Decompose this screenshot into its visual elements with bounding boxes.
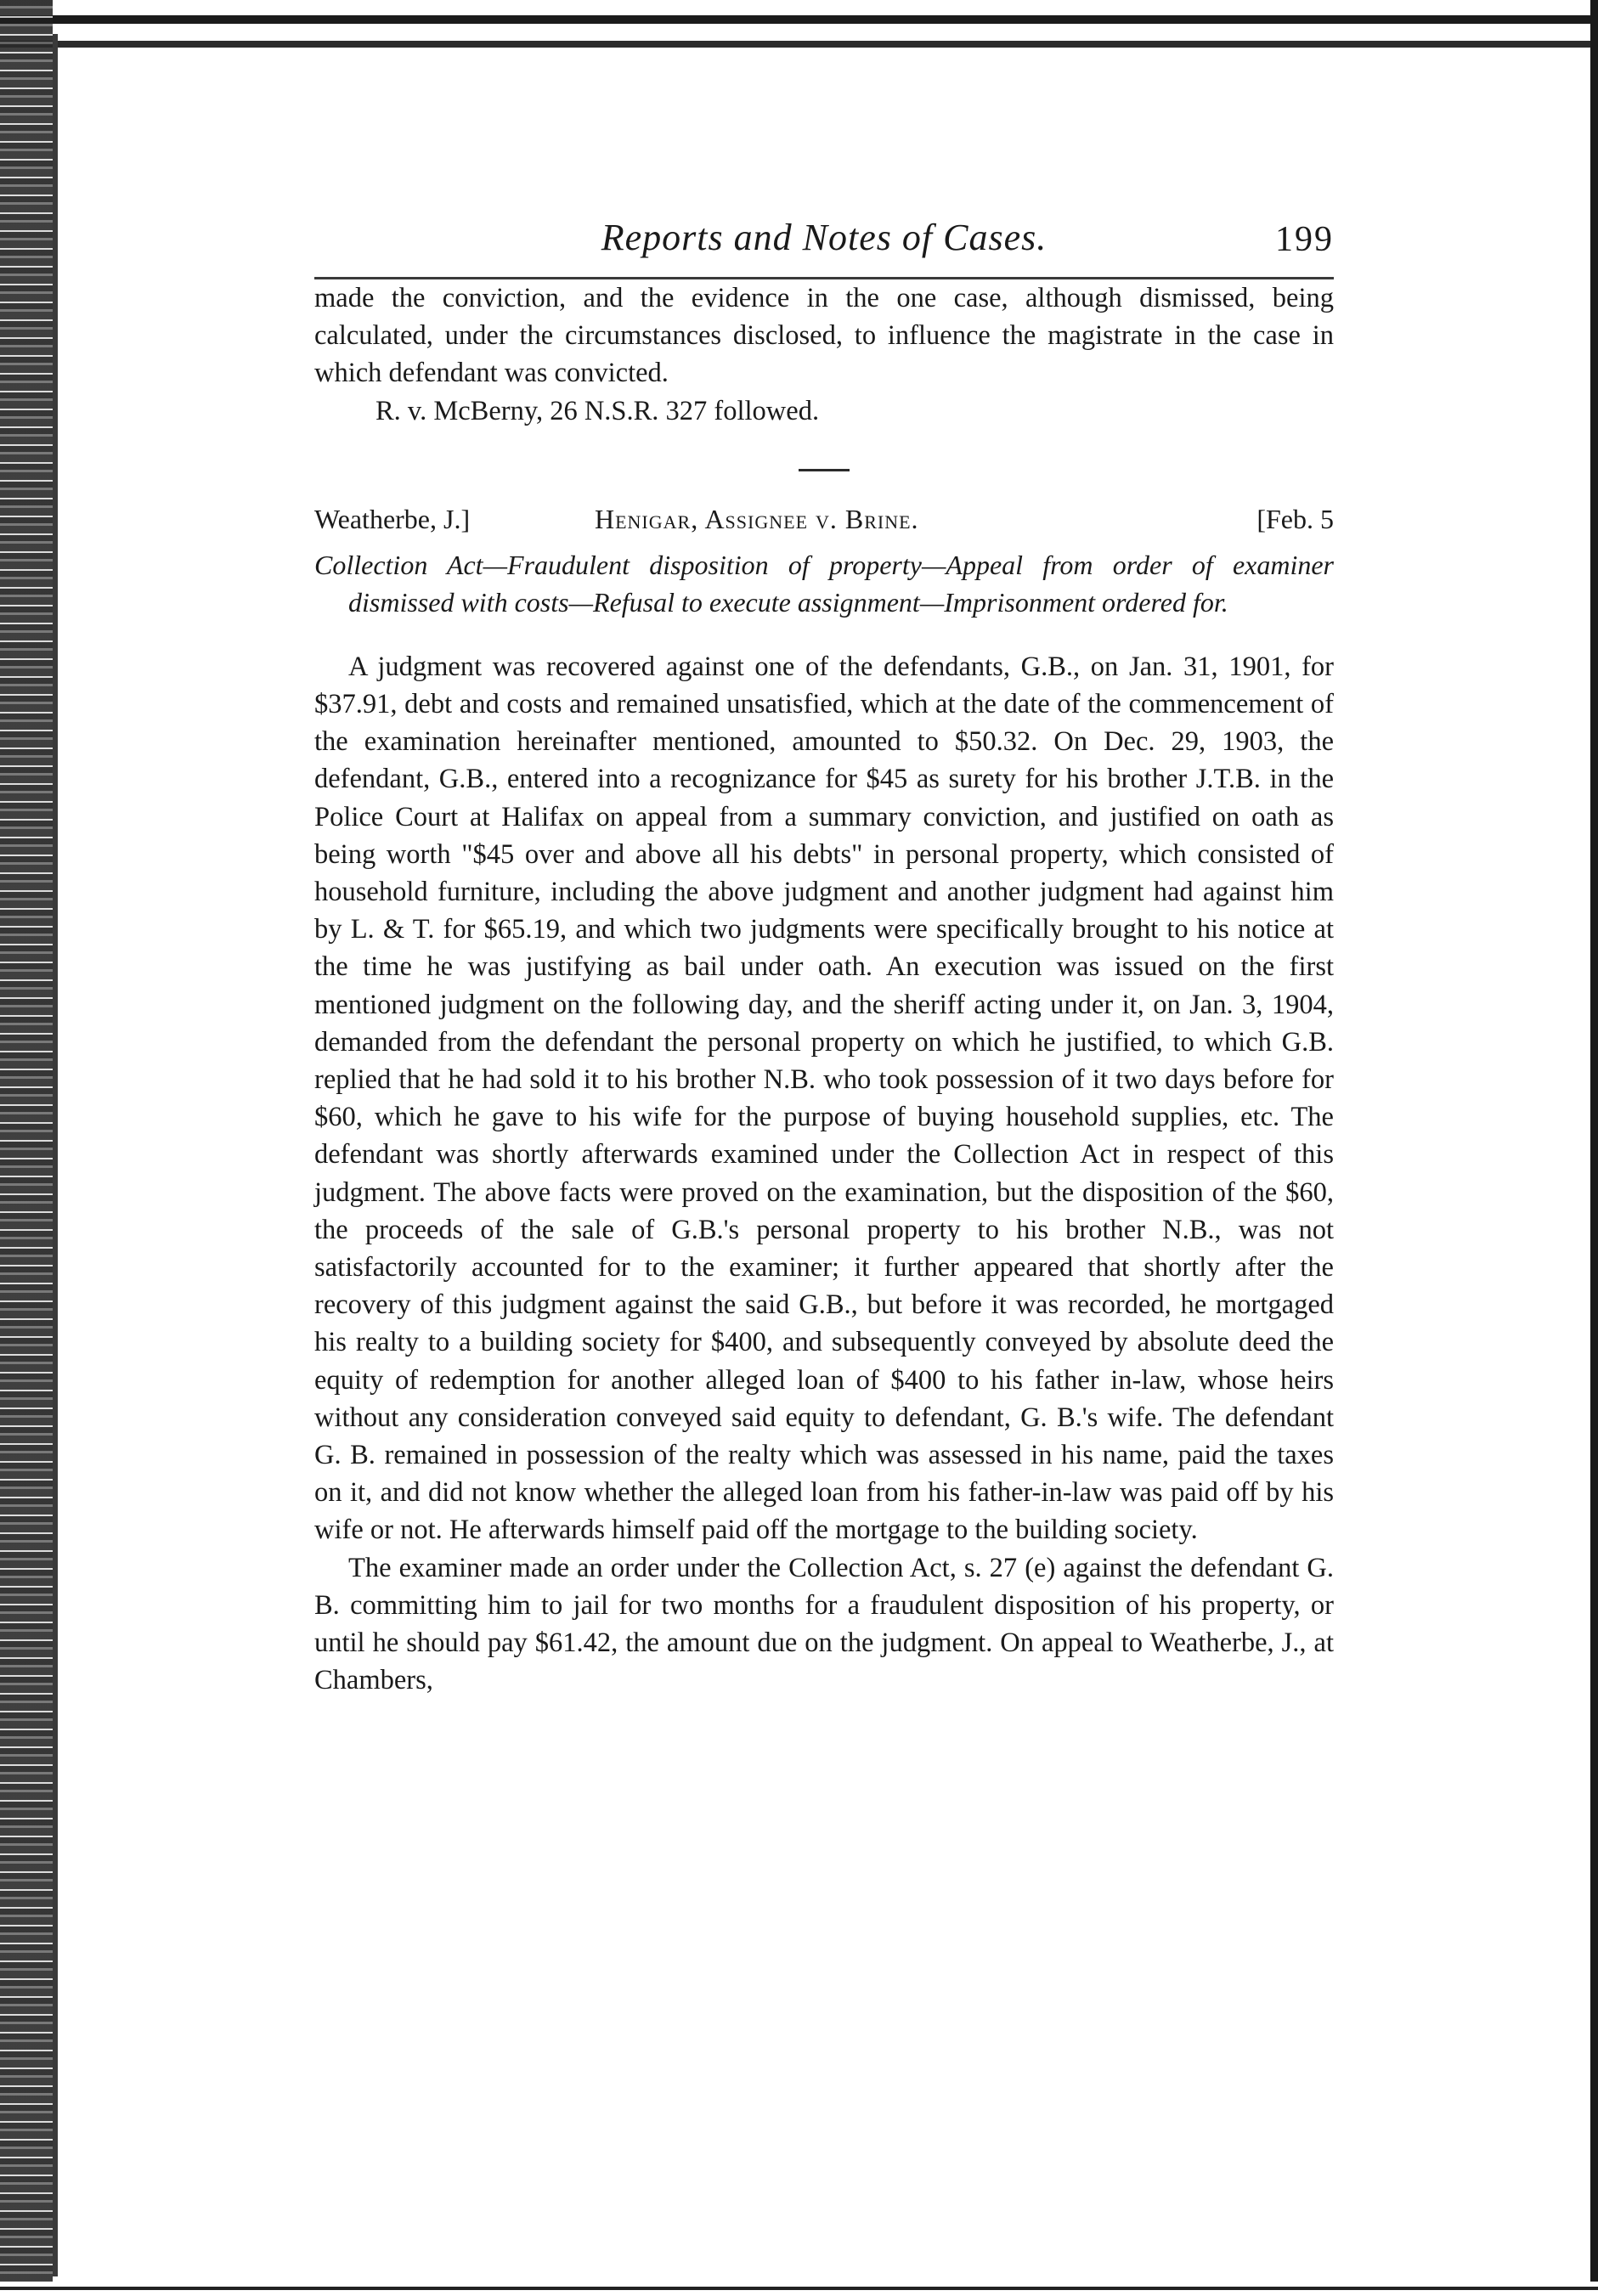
scan-binding-edge [53, 34, 58, 2276]
case-headnote: Collection Act—Fraudulent disposition of property—Appeal from order of examiner dismissed with costs—Refusal to execute assignment—Imprisonment ordered for. [314, 549, 1334, 618]
case-heading [314, 504, 1334, 544]
case-paragraph-2: The examiner made an order under the Collection Act, s. 27 (e) against the defendant G. B. committing him to jail for two months for a fraudulent disposition of his property, or until he should pay $61.42, the amount due on the judgment. On appeal to Weatherbe, J., at Chambers, [314, 1552, 1334, 1696]
page-number: 199 [1275, 220, 1334, 259]
running-title: Reports and Notes of Cases. [601, 217, 1047, 258]
running-header [314, 195, 1334, 272]
page-content [314, 195, 1334, 1700]
case-parties: Henigar, Assignee v. Brine. [595, 503, 919, 534]
scan-border-left [0, 0, 53, 2296]
case-separator [799, 469, 850, 471]
scan-border-top [0, 0, 1598, 49]
case-judge: Weatherbe, J.] [314, 503, 471, 534]
previous-case-citation: R. v. McBerny, 26 N.S.R. 327 followed. [376, 395, 820, 426]
case-paragraph-1: A judgment was recovered against one of the defendants, G.B., on Jan. 31, 1901, for $37.91, debt and costs and remained unsatisfied, which at the date of the commencement of the examination hereinafter mentioned, amounted to $50.32. On Dec. 29, 1903, the defendant, G.B., entered into a recognizance for $45 as surety for his brother J.T.B. in the Police Court at Halifax on appeal from a summary conviction, and justified on oath as being worth "$45 over and above all his debts" in personal property, which consisted of household furniture, including the above judgment and another judgment had against him by L. & T. for $65.19, and which two judgments were specifically brought to his notice at the time he was justifying as bail under oath. An execution was issued on the first mentioned judgment on the following day, and the sheriff acting under it, on Jan. 3, 1904, demanded from the defendant the personal property on which he justified, to which G.B. replied that he had sold it to his brother N.B. who took possession of it two days before for $60, which he gave to his wife for the purpose of buying household supplies, etc. The defendant was shortly afterwards examined under the Collection Act in respect of this judgment. The above facts were proved on the examination, but the disposition of the $60, the proceeds of the sale of G.B.'s personal property to his brother N.B., was not satisfactorily accounted for to the examiner; it further appeared that shortly after the recovery of this judgment against the said G.B., but before it was recorded, he mortgaged his realty to a building society for $400, and subsequently conveyed by absolute deed the equity of redemption for another alleged loan of $400 to his father in-law, whose heirs without any consideration conveyed said equity to defendant, G. B.'s wife. The defendant G. B. remained in possession of the realty which was assessed in his name, paid the taxes on it, and did not know whether the alleged loan from his father-in-law was paid off by his wife or not. He afterwards himself paid off the mortgage to the building society. [314, 651, 1334, 1546]
scan-border-right [1590, 0, 1598, 2296]
scan-border-bottom [0, 2282, 1598, 2296]
previous-case-ending: made the conviction, and the evidence in the one case, although dismissed, being calculated, under the circumstances disclosed, to influence the magistrate in the case in which defendant was convicted. [314, 283, 1334, 389]
case-date: [Feb. 5 [1256, 503, 1334, 534]
